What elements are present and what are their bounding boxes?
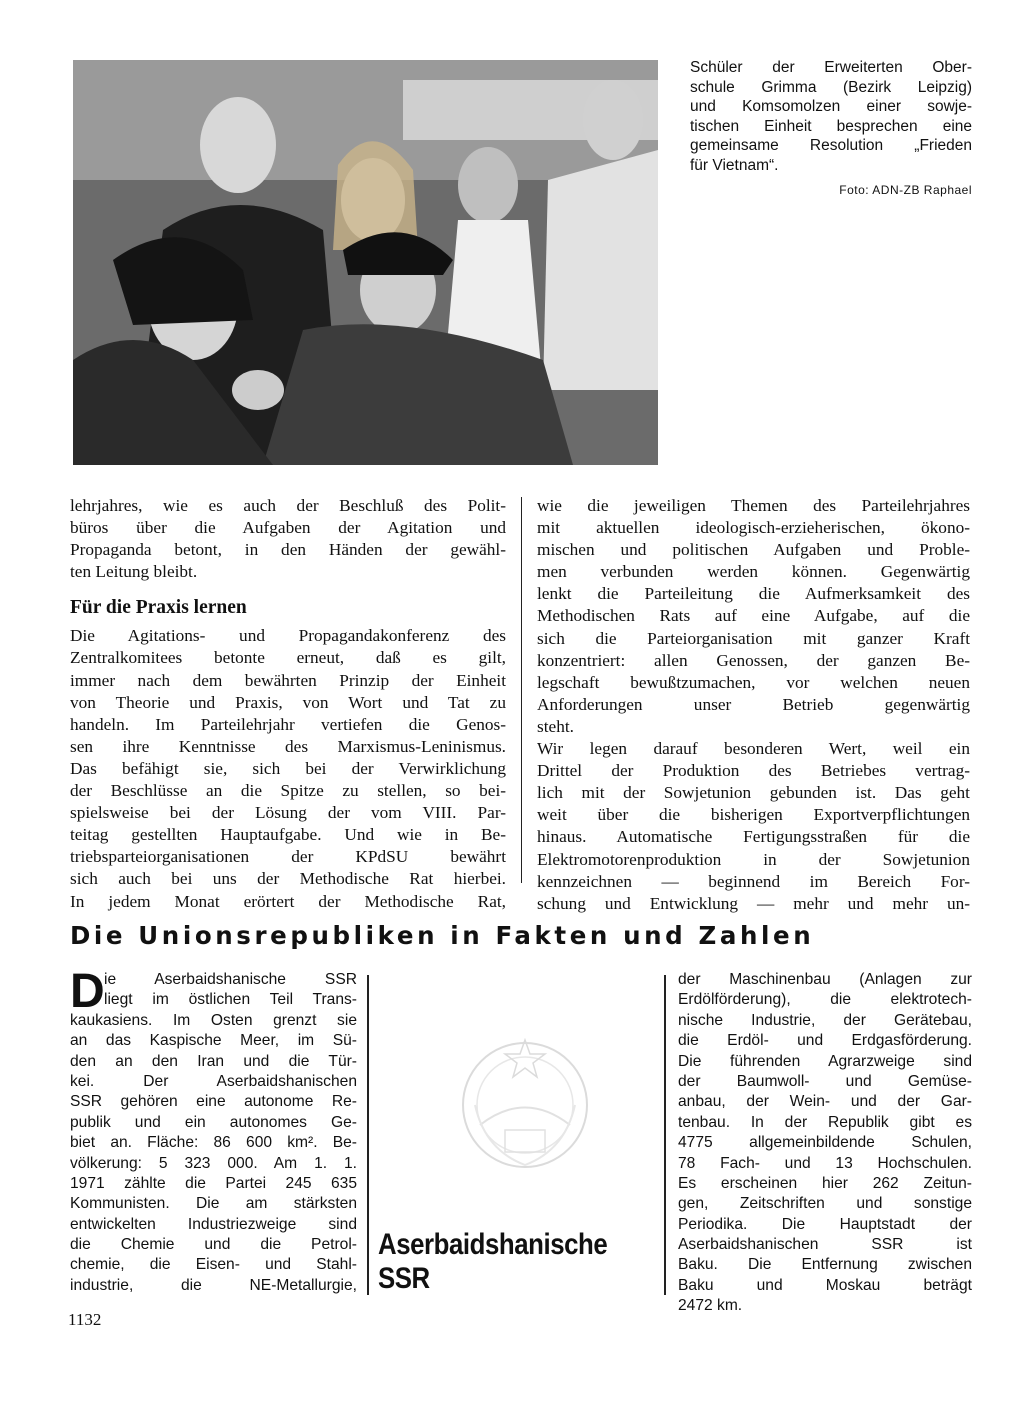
text-line: Erdölförderung), die elektrotech- xyxy=(678,991,972,1009)
section-heading: Die Unionsrepubliken in Fakten und Zahlen xyxy=(70,921,815,950)
republic-text-left xyxy=(70,965,357,1296)
caption-line: schule Grimma (Bezirk Leipzig) xyxy=(690,78,972,96)
text-line: Die führenden Agrarzweige sind xyxy=(678,1052,972,1070)
text-line: men verbunden werden können. Gegenwärtig xyxy=(537,562,970,582)
text-line: sich auch bei uns der Methodische Rat hierbei. xyxy=(70,869,506,889)
column-divider xyxy=(664,975,666,1295)
text-line: Aserbaidshanischen SSR ist xyxy=(678,1236,972,1254)
text-line: büros über die Aufgaben der Agitation und xyxy=(70,518,506,538)
text-line: kennzeichnen — beginnend im Bereich For- xyxy=(537,871,970,891)
column-divider xyxy=(367,975,369,1295)
republic-title: Aserbaidshanische SSR xyxy=(378,1228,608,1295)
text-line: Propaganda betont, in den Händen der gewähl- xyxy=(70,540,506,560)
text-line: legschaft bewußtzumachen, vor welchen neuen xyxy=(537,672,970,692)
text-line: Wir legen darauf besonderen Wert, weil ein xyxy=(537,739,970,759)
text-line: der Beschlüsse an die Spitze zu stellen, so bei- xyxy=(70,781,506,801)
text-line: immer nach dem bewährten Prinzip der Einheit xyxy=(70,670,506,690)
text-line: ten Leitung bleibt. xyxy=(70,562,198,582)
caption-line: tischen Einheit besprechen eine xyxy=(690,117,972,135)
text-line: mit aktuellen ideologisch-erzieherischen, ökono- xyxy=(537,518,970,538)
text-line: ie Aserbaidshanische SSR xyxy=(104,971,357,988)
text-line: SSR gehören eine autonome Re- xyxy=(70,1093,357,1111)
text-line: der Baumwoll- und Gemüse- xyxy=(678,1072,972,1090)
text-line: Kommunisten. Die am stärksten xyxy=(70,1195,357,1213)
text-line: hinaus. Automatische Fertigungsstraßen für die xyxy=(537,827,970,847)
caption-line: für Vietnam“. xyxy=(690,156,779,174)
text-line: konzentriert: allen Genossen, der ganzen Be- xyxy=(537,650,970,670)
photo-caption xyxy=(690,58,972,175)
text-line: Baku. Die Entfernung zwischen xyxy=(678,1256,972,1274)
caption-line: Schüler der Erweiterten Ober- xyxy=(690,59,972,76)
state-emblem-icon xyxy=(445,1030,605,1180)
text-line: Das befähigt sie, sich bei der Verwirklichung xyxy=(70,758,506,778)
news-photo xyxy=(73,60,658,465)
text-line: 4775 allgemeinbildende Schulen, xyxy=(678,1134,972,1152)
photo-illustration xyxy=(73,60,658,465)
text-line: der Maschinenbau (Anlagen zur xyxy=(678,971,972,988)
text-line: 78 Fach- und 13 Hochschulen. xyxy=(678,1154,972,1172)
drop-cap: D xyxy=(70,965,105,1018)
text-line: Anforderungen unser Betrieb gegenwärtig xyxy=(537,694,970,714)
text-line: Periodika. Die Hauptstadt der xyxy=(678,1215,972,1233)
text-line: kei. Der Aserbaidshanischen xyxy=(70,1072,357,1090)
text-line: liegt im östlichen Teil Trans- xyxy=(104,991,357,1009)
text-line: schung und Entwicklung — mehr und mehr un- xyxy=(537,893,970,913)
text-line: Elektromotorenproduktion in der Sowjetunion xyxy=(537,849,970,869)
text-line: wie die jeweiligen Themen des Parteilehrjahres xyxy=(537,496,970,515)
text-line: die Erdöl- und Erdgasförderung. xyxy=(678,1032,972,1050)
text-line: mischen und politischen Aufgaben und Proble- xyxy=(537,540,970,560)
text-line: gen, Zeitschriften und sonstige xyxy=(678,1195,972,1213)
text-line: handeln. Im Parteilehrjahr vertiefen die Genos- xyxy=(70,714,506,734)
text-line: lenkt die Parteileitung die Aufmerksamkeit des xyxy=(537,584,970,604)
text-line: 2472 km. xyxy=(678,1297,743,1315)
text-line: lich mit der Sowjetunion gebunden ist. Das geht xyxy=(537,783,970,803)
text-line: an das Kaspische Meer, im Sü- xyxy=(70,1032,357,1050)
caption-line: und Komsomolzen einer sowje- xyxy=(690,98,972,115)
text-line: Methodischen Rats auf eine Aufgabe, auf die xyxy=(537,606,970,626)
text-line: teitag gestellten Hauptaufgabe. Und wie in Be- xyxy=(70,825,506,845)
text-line: sen ihre Kenntnisse des Marxismus-Leninismus. xyxy=(70,736,506,756)
text-line: nische Industrie, der Gerätebau, xyxy=(678,1011,972,1029)
text-line: triebsparteiorganisationen der KPdSU bewährt xyxy=(70,847,506,867)
text-line: industrie, die NE-Metallurgie, xyxy=(70,1276,357,1294)
text-line: Drittel der Produktion des Betriebes vertrag- xyxy=(537,761,970,781)
page-number: 1132 xyxy=(68,1310,102,1329)
article-right-column xyxy=(537,495,970,915)
text-line: völkerung: 5 323 000. Am 1. 1. xyxy=(70,1154,357,1172)
article-left-column xyxy=(70,495,506,913)
text-line: weit über die bisherigen Exportverpflichtungen xyxy=(537,805,970,825)
text-line: chemie, die Eisen- und Stahl- xyxy=(70,1256,357,1274)
text-line: 1971 zählte die Partei 245 635 xyxy=(70,1174,357,1192)
text-line: von Theorie und Praxis, von Wort und Tat zu xyxy=(70,692,506,712)
text-line: In jedem Monat erörtert der Methodische Rat, xyxy=(70,891,506,911)
text-line: entwickelten Industriezweige sind xyxy=(70,1215,357,1233)
text-line: anbau, der Wein- und der Gar- xyxy=(678,1093,972,1111)
text-line: Baku und Moskau beträgt xyxy=(678,1276,972,1294)
text-line: steht. xyxy=(537,716,574,736)
text-line: kaukasiens. Im Osten grenzt sie xyxy=(70,1011,357,1029)
text-line: Zentralkomitees betonte erneut, daß es gilt, xyxy=(70,648,506,668)
subheading: Für die Praxis lernen xyxy=(70,597,247,619)
text-line: spielsweise bei der Lösung der vom VIII. Par- xyxy=(70,803,506,823)
text-line: den an den Iran und die Tür- xyxy=(70,1052,357,1070)
caption-line: gemeinsame Resolution „Frieden xyxy=(690,137,972,154)
column-divider xyxy=(521,497,522,883)
text-line: biet an. Fläche: 86 600 km². Be- xyxy=(70,1134,357,1152)
republic-text-right xyxy=(678,970,972,1317)
text-line: Die Agitations- und Propagandakonferenz des xyxy=(70,626,506,646)
text-line: tenbau. In der Republik gibt es xyxy=(678,1113,972,1131)
text-line: publik und ein autonomes Ge- xyxy=(70,1113,357,1131)
text-line: lehrjahres, wie es auch der Beschluß des Polit- xyxy=(70,496,506,515)
text-line: Es erscheinen hier 262 Zeitun- xyxy=(678,1174,972,1192)
photo-credit: Foto: ADN-ZB Raphael xyxy=(839,183,972,197)
text-line: sich die Parteiorganisation mit ganzer Kraft xyxy=(537,628,970,648)
text-line: die Chemie und die Petrol- xyxy=(70,1236,357,1254)
